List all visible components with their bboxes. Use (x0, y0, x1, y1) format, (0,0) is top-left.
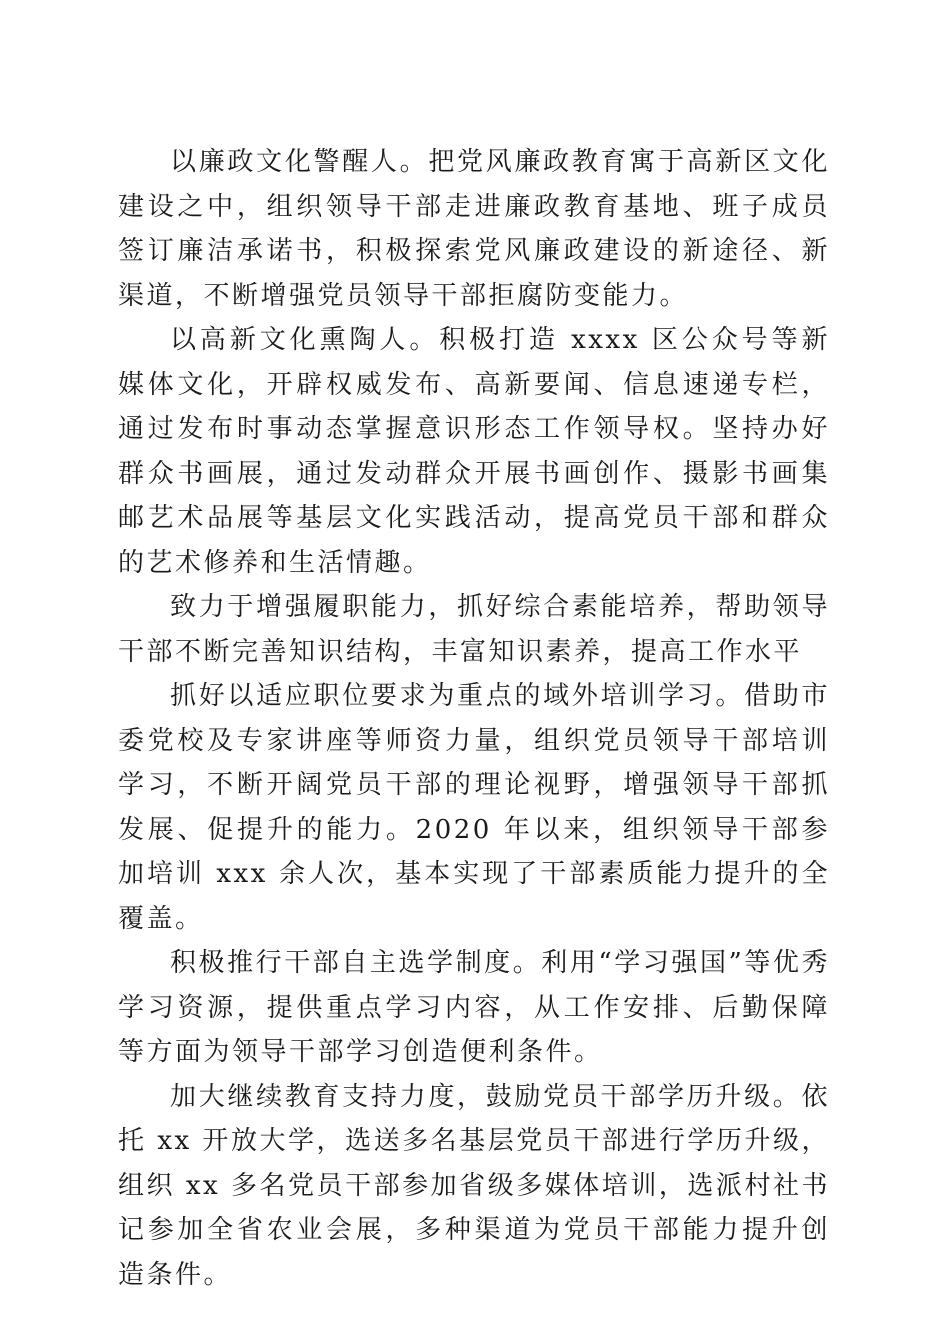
paragraph-continuing-education: 加大继续教育支持力度，鼓励党员干部学历升级。依托 xx 开放大学，选送多名基层党员干部进行学历升级，组织 xx 多名党员干部参加省级多媒体培训，选派村社书记参加全省农业会展，多种渠道为党员干部能力提升创造条件。 (118, 1081, 830, 1290)
paragraph-self-study: 积极推行干部自主选学制度。利用“学习强国”等优秀学习资源，提供重点学习内容，从工作安排、后勤保障等方面为领导干部学习创造便利条件。 (118, 948, 830, 1067)
paragraph-lianzheng-culture: 以廉政文化警醒人。把党风廉政教育寓于高新区文化建设之中，组织领导干部走进廉政教育基地、班子成员签订廉洁承诺书，积极探索党风廉政建设的新途径、新渠道，不断增强党员领导干部拒腐防变能力。 (118, 147, 830, 311)
paragraph-gaoxin-culture: 以高新文化熏陶人。积极打造 xxxx 区公众号等新媒体文化，开辟权威发布、高新要闻、信息速递专栏，通过发布时事动态掌握意识形态工作领导权。坚持办好群众书画展，通过发动群众开展书画创作、摄影书画集邮艺术品展等基层文化实践活动，提高党员干部和群众的艺术修养和生活情趣。 (118, 325, 830, 578)
body-text (118, 140, 830, 1297)
paragraph-external-training: 抓好以适应职位要求为重点的域外培训学习。借助市委党校及专家讲座等师资力量，组织党员领导干部培训学习，不断开阔党员干部的理论视野，增强领导干部抓发展、促提升的能力。2020 年以来，组织领导干部参加培训 xxx 余人次，基本实现了干部素质能力提升的全覆盖。 (118, 681, 830, 934)
paragraph-capability-heading: 致力于增强履职能力，抓好综合素能培养，帮助领导干部不断完善知识结构，丰富知识素养，提高工作水平 (118, 592, 830, 667)
